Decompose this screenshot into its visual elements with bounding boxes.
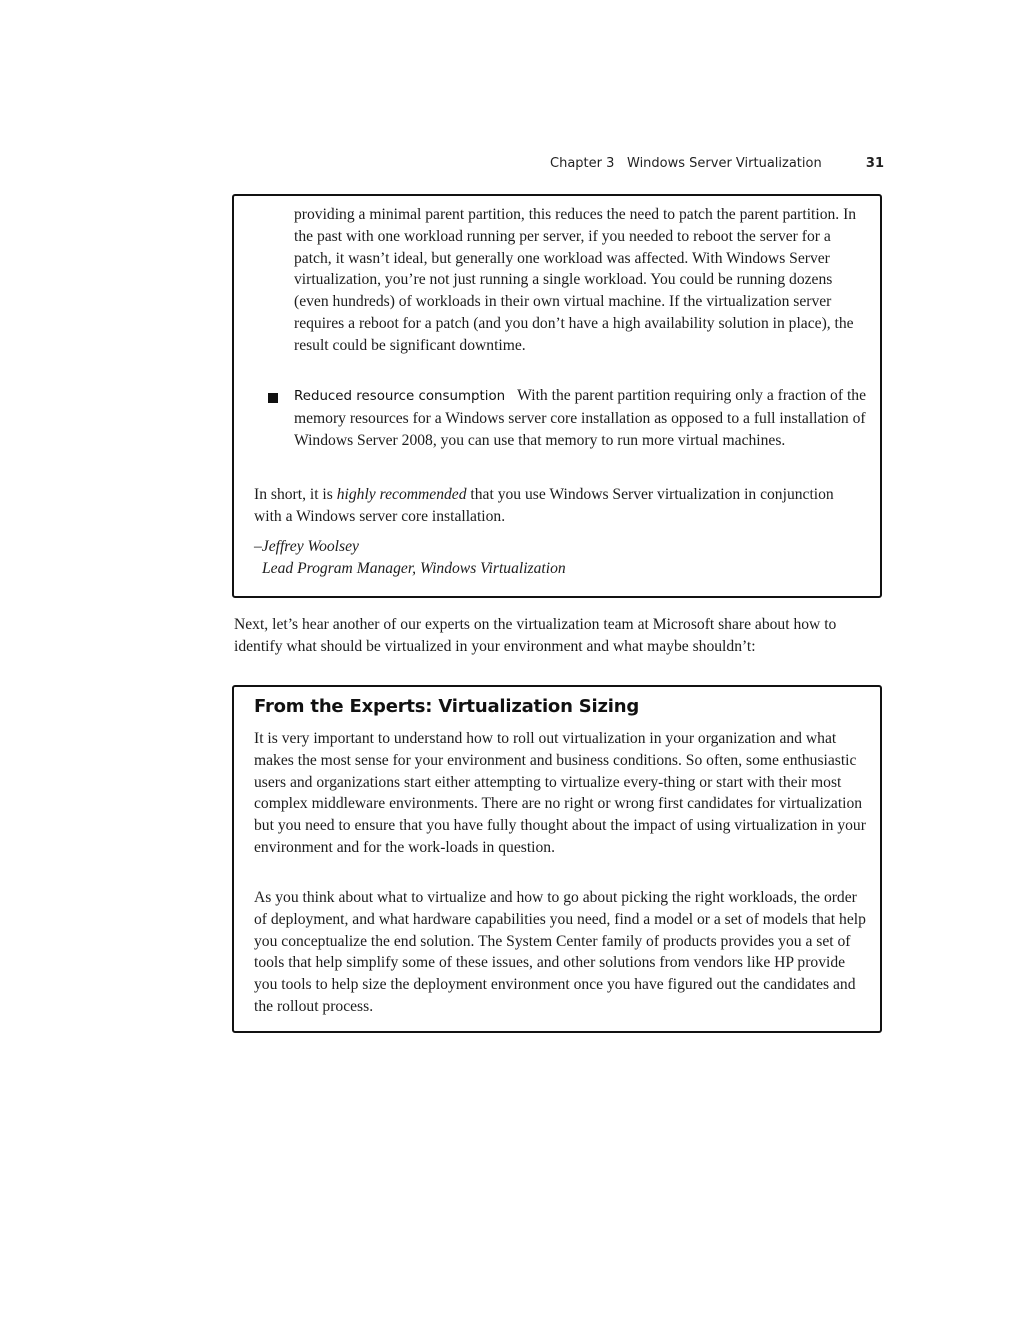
page-number: 31: [865, 156, 884, 171]
body-paragraph: Next, let’s hear another of our experts on the virtualization team at Microsoft share about how to identify what should be virtualized in your environment and what maybe shouldn’t:: [234, 616, 837, 655]
running-head: [550, 156, 886, 176]
sidebar-expert-note-1: [232, 194, 882, 598]
signature-role: Lead Program Manager, Windows Virtualization: [262, 559, 566, 577]
square-bullet-icon: [268, 393, 278, 403]
summary-text-after: that you use Windows Server virtualization in conjunction with a Windows server core installation.: [254, 486, 834, 525]
bullet-term: Reduced resource consumption: [294, 389, 506, 404]
sidebar-paragraph: It is very important to understand how to roll out virtualization in your organization and what makes the most sense for your environment and business conditions. So often, some enthusiastic users and organizations start either attempting to virtualize every-thing or start with their most complex middleware environments. There are no right or wrong first candidates for virtualization but you need to ensure that you have fully thought about the impact of using virtualization in your environment and for the work-loads in question.: [254, 730, 866, 856]
summary-emphasis: highly recommended: [336, 486, 467, 503]
signature: [254, 536, 864, 580]
bullet-list-item: [256, 385, 869, 451]
bullet-text: With the parent partition requiring only a fraction of the memory resources for a Windows server core installation as opposed to a full installation of Windows Server 2008, you can use that memory to run more virtual machines.: [294, 387, 866, 449]
summary-text-before: In short, it is: [254, 486, 337, 503]
sidebar-paragraph: As you think about what to virtualize and how to go about picking the right workloads, the order of deployment, and what hardware capabilities you need, find a model or a set of models that help you conceptualize the end solution. The System Center family of products provides you a set of tools that help simplify some of these issues, and other solutions from vendors like HP provide you tools to help size the deployment environment once you have figured out the candidates and the rollout process.: [254, 889, 866, 1015]
sidebar-from-the-experts: [232, 685, 882, 1033]
summary-paragraph: [254, 484, 864, 528]
signature-name: –Jeffrey Woolsey: [254, 538, 359, 555]
continued-paragraph: providing a minimal parent partition, this reduces the need to patch the parent partition. In the past with one workload running per server, if you needed to reboot the server for a patch, it wasn’t ideal, but generally one workload was affected. With Windows Server virtualization, you’re not just running a single workload. You could be running dozens (even hundreds) of workloads in their own virtual machine. If the virtualization server requires a reboot for a patch (and you don’t have a high availability solution in place), the result could be significant downtime.: [294, 206, 857, 354]
chapter-title: Windows Server Virtualization: [627, 156, 822, 171]
bullet-content: [294, 385, 869, 451]
chapter-label: Chapter 3: [550, 156, 615, 171]
sidebar-title: From the Experts: Virtualization Sizing: [254, 696, 640, 717]
